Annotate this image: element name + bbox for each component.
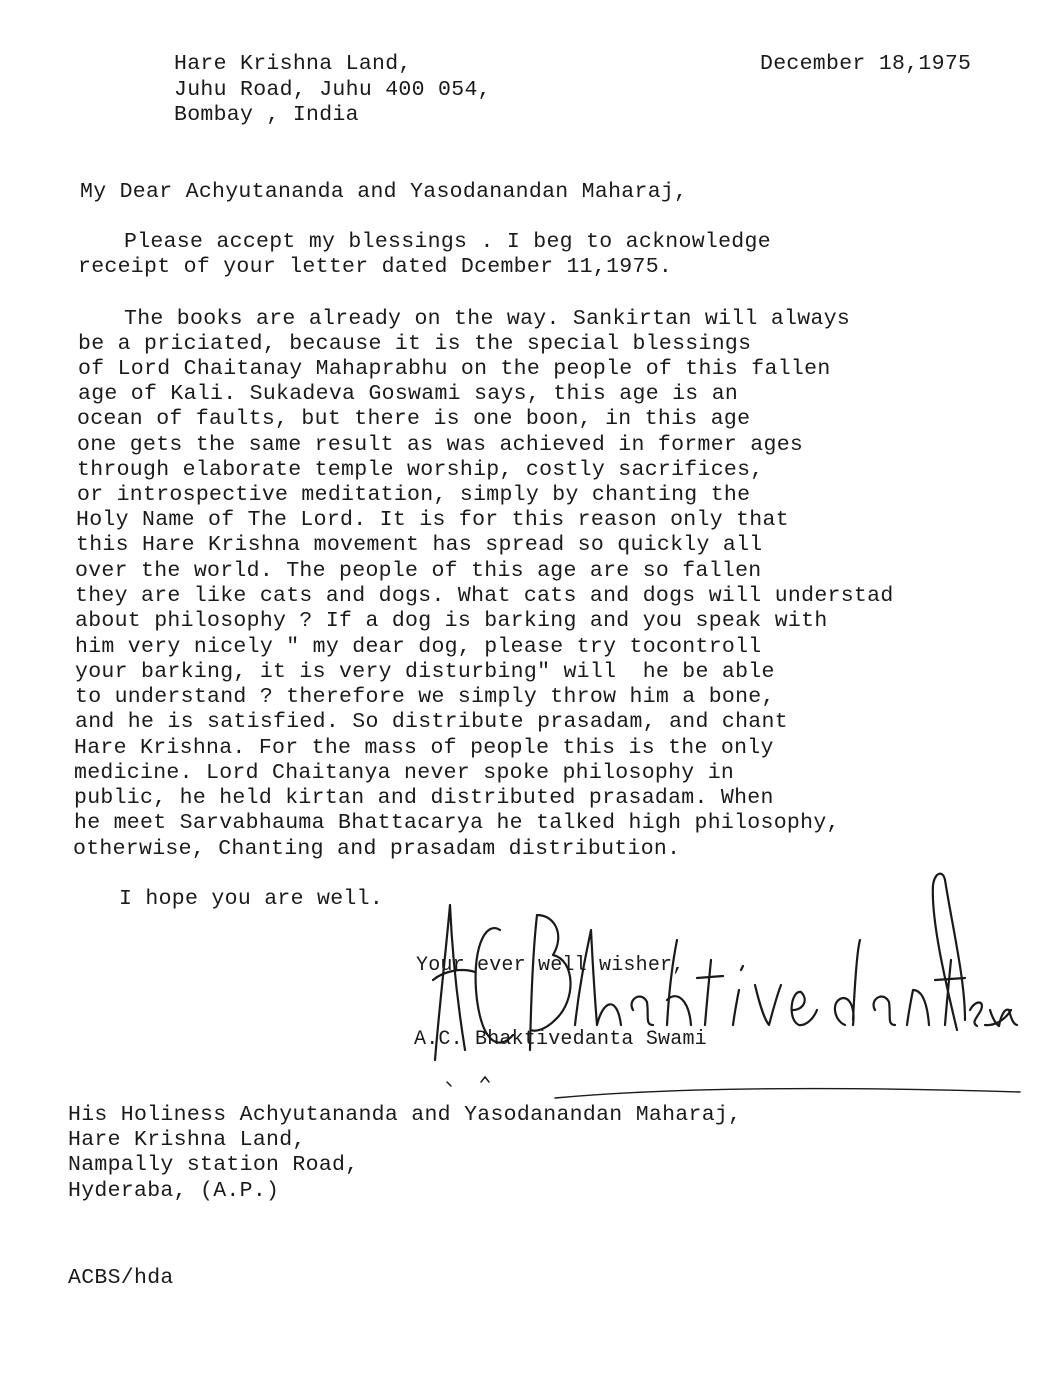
sender-address-line-2: Juhu Road, Juhu 400 054, — [174, 78, 491, 102]
paragraph-2-line: over the world. The people of this age are so fallen — [75, 559, 762, 583]
signer-name: A.C. Bhaktivedanta Swami — [414, 1028, 707, 1051]
paragraph-2-line: and he is satisfied. So distribute prasadam, and chant — [75, 710, 788, 734]
paragraph-2-line: Hare Krishna. For the mass of people this is the only — [74, 736, 774, 760]
paragraph-2-line: otherwise, Chanting and prasadam distribution. — [73, 837, 681, 861]
reference-initials: ACBS/hda — [68, 1266, 174, 1290]
paragraph-2-line: him very nicely " my dear dog, please try tocontroll — [75, 635, 762, 659]
paragraph-1-line: receipt of your letter dated Dcember 11,1975. — [78, 255, 673, 279]
closing-line: I hope you are well. — [119, 887, 384, 911]
paragraph-2-line: through elaborate temple worship, costly sacrifices, — [77, 458, 764, 482]
recipient-address-line-4: Hyderaba, (A.P.) — [68, 1179, 280, 1203]
paragraph-2-line: public, he held kirtan and distributed prasadam. When — [74, 786, 774, 810]
sender-address-line-1: Hare Krishna Land, — [174, 52, 412, 76]
sender-address-line-3: Bombay , India — [174, 103, 359, 127]
paragraph-2-line: The books are already on the way. Sankirtan will always — [124, 307, 851, 331]
paragraph-1-line: Please accept my blessings . I beg to acknowledge — [124, 230, 771, 254]
recipient-address-line-2: Hare Krishna Land, — [68, 1128, 306, 1152]
handwritten-signature — [405, 860, 1025, 1100]
valediction: Your ever well wisher, — [416, 954, 685, 977]
paragraph-2-line: of Lord Chaitanay Mahaprabhu on the people of this fallen — [78, 357, 831, 381]
recipient-address-line-1: His Holiness Achyutananda and Yasodanandan Maharaj, — [68, 1103, 742, 1127]
paragraph-2-line: he meet Sarvabhauma Bhattacarya he talked high philosophy, — [74, 811, 840, 835]
paragraph-2-line: to understand ? therefore we simply throw him a bone, — [75, 685, 775, 709]
salutation: My Dear Achyutananda and Yasodanandan Maharaj, — [80, 180, 688, 204]
paragraph-2-line: or introspective meditation, simply by chanting the — [77, 483, 751, 507]
paragraph-2-line: your barking, it is very disturbing" will he be able — [75, 660, 775, 684]
paragraph-2-line: one gets the same result as was achieved in former ages — [77, 433, 804, 457]
paragraph-2-line: this Hare Krishna movement has spread so quickly all — [76, 533, 763, 557]
paragraph-2-line: be a priciated, because it is the special blessings — [78, 332, 752, 356]
paragraph-2-line: about philosophy ? If a dog is barking and you speak with — [75, 609, 828, 633]
paragraph-2-line: they are like cats and dogs. What cats and dogs will understad — [75, 584, 894, 608]
recipient-address-line-3: Nampally station Road, — [68, 1153, 359, 1177]
paragraph-2-line: age of Kali. Sukadeva Goswami says, this age is an — [78, 382, 739, 406]
paragraph-2-line: medicine. Lord Chaitanya never spoke philosophy in — [74, 761, 735, 785]
paragraph-2-line: Holy Name of The Lord. It is for this reason only that — [76, 508, 789, 532]
paragraph-2-line: ocean of faults, but there is one boon, in this age — [77, 407, 751, 431]
letter-date: December 18,1975 — [760, 52, 972, 76]
